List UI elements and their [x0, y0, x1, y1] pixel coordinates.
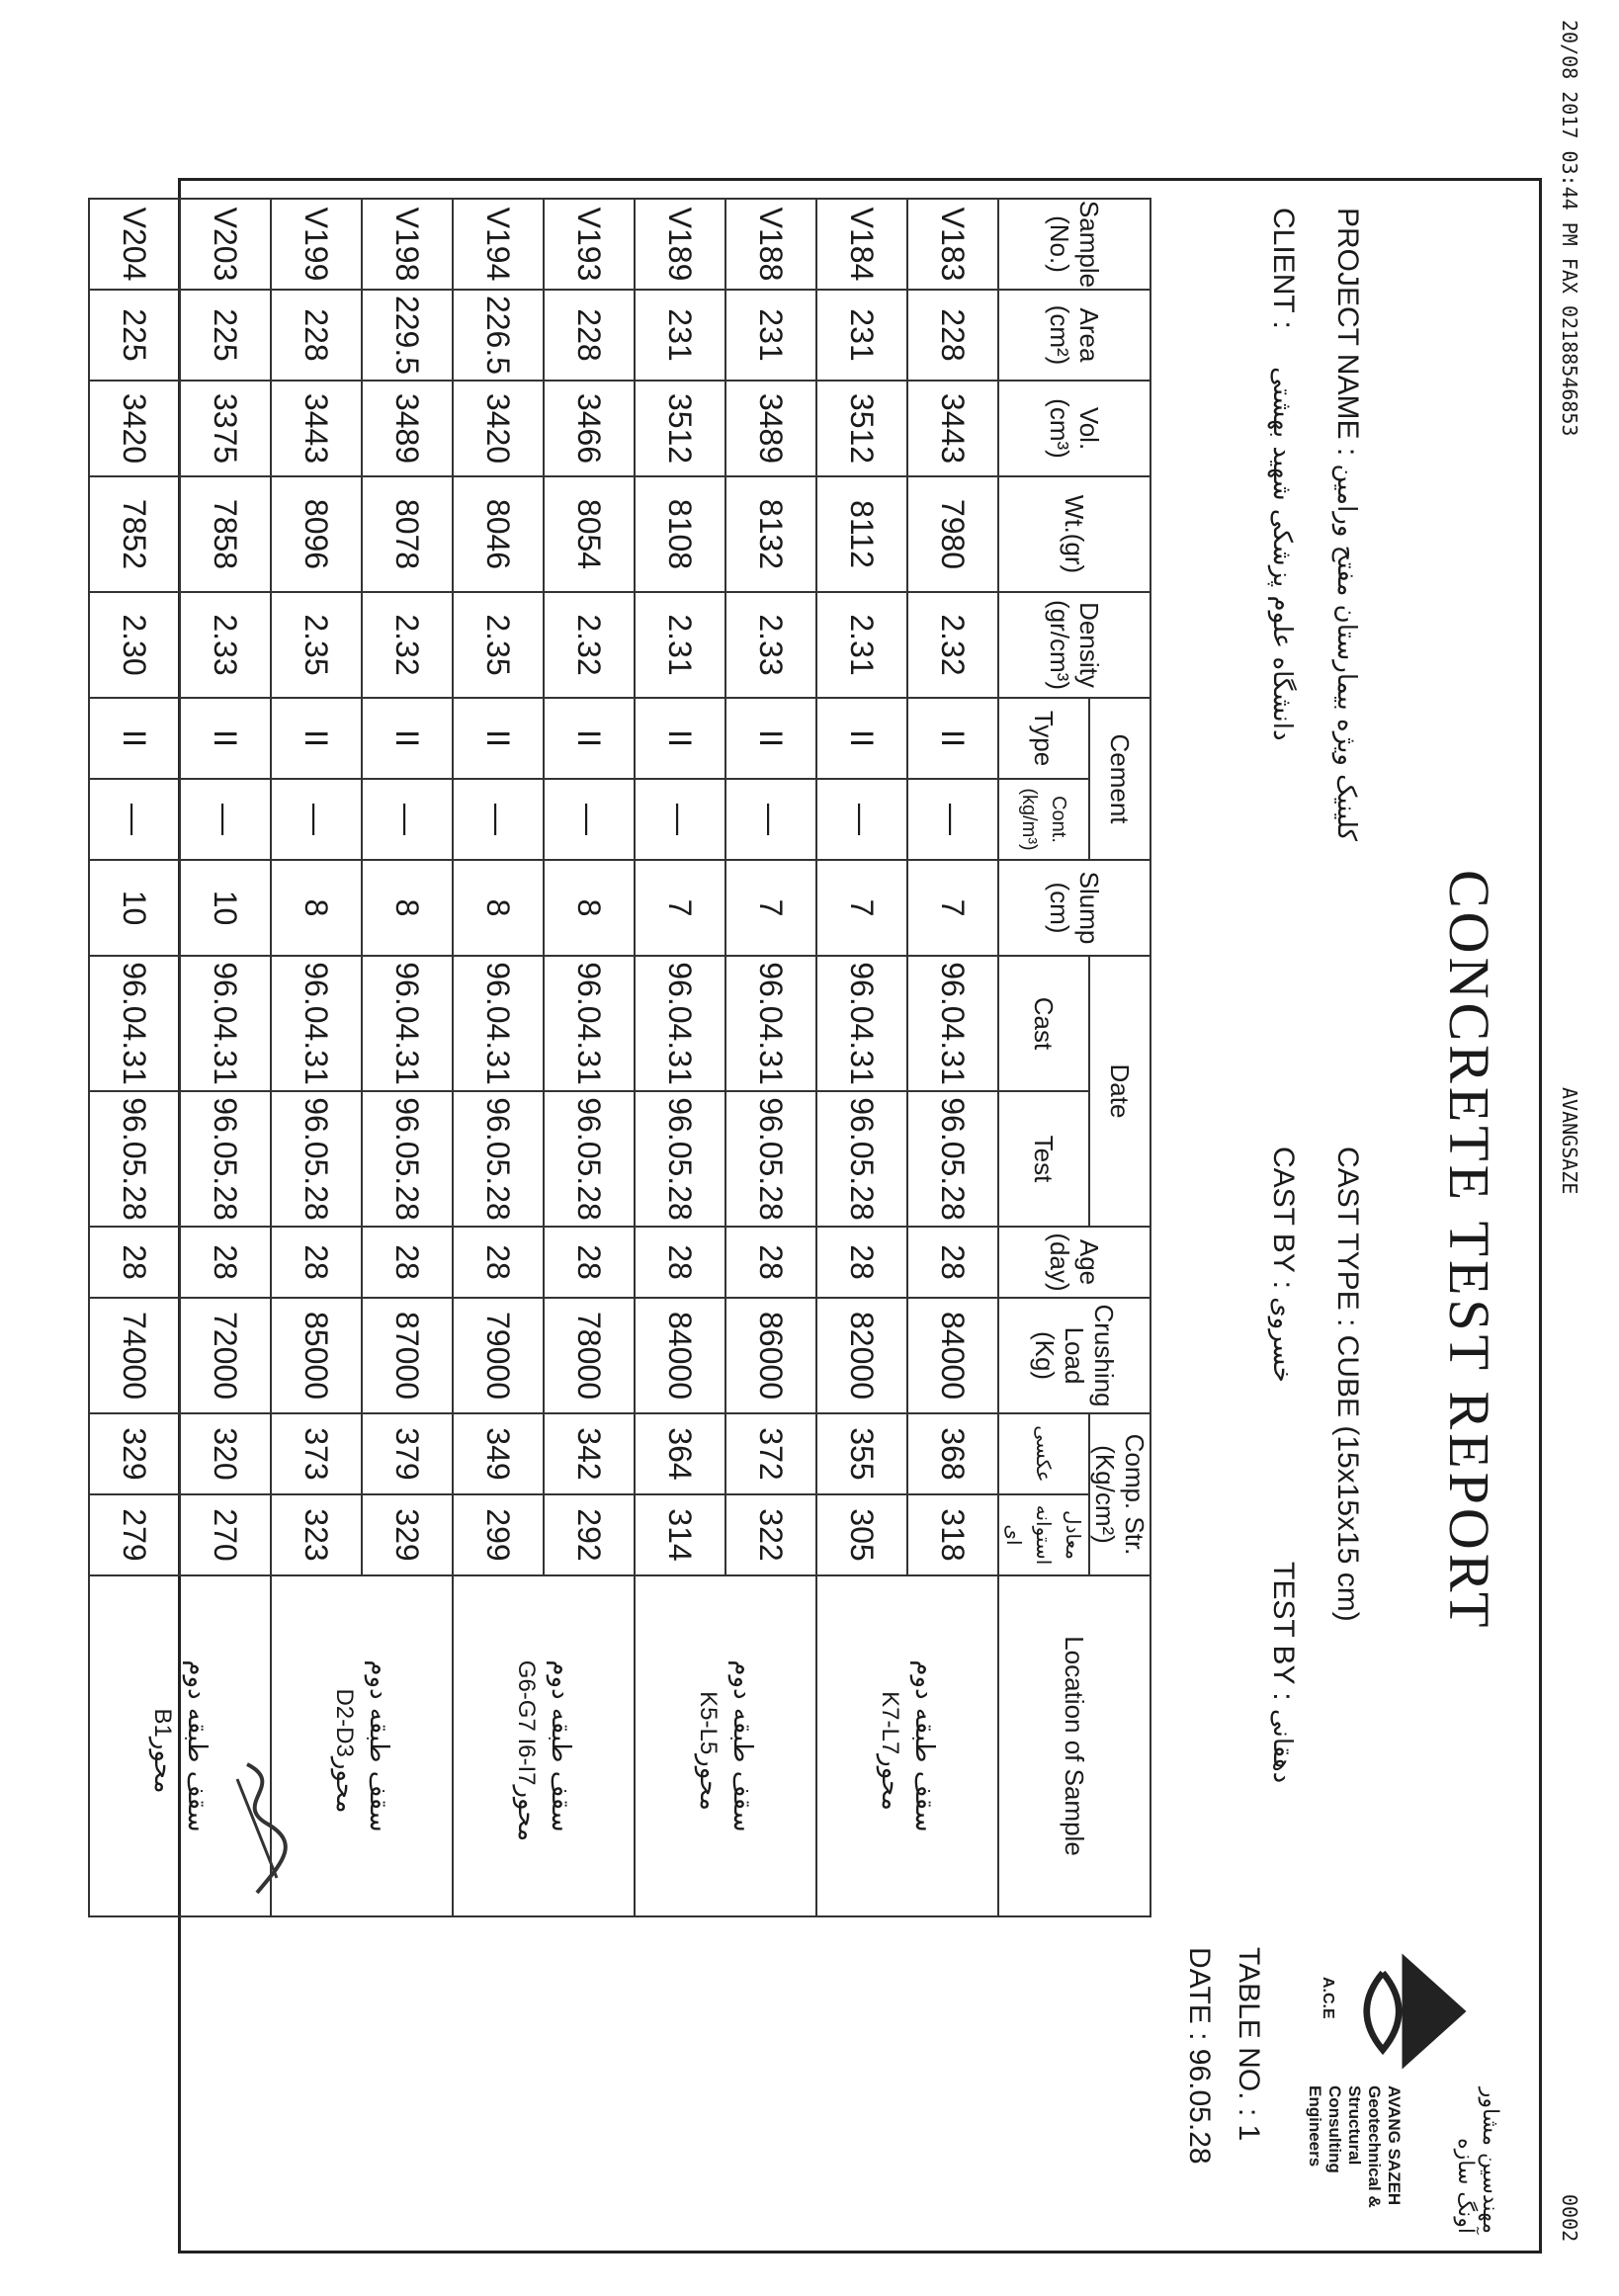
- cell-test: 96.05.28: [544, 1091, 635, 1227]
- location-axis-label: محور: [148, 1737, 179, 1794]
- cell-comp2: 270: [180, 1494, 271, 1575]
- col-comp-a: عکسی: [998, 1413, 1089, 1494]
- location-axis-label: محور: [876, 1754, 906, 1811]
- cell-area: 226.5: [453, 290, 544, 381]
- cell-cont: —: [453, 779, 544, 860]
- fax-center-label: AVANGSAZE: [1558, 1087, 1581, 1195]
- location-axis-label: محور: [512, 1785, 543, 1842]
- table-body: [89, 199, 998, 1916]
- cell-wt: 8108: [635, 476, 725, 592]
- cell-vol: 3375: [180, 381, 271, 476]
- cell-density: 2.30: [89, 592, 180, 698]
- cell-vol: 3512: [816, 381, 907, 476]
- cell-comp1: 379: [362, 1413, 453, 1494]
- cast-by: [1266, 1147, 1300, 1383]
- location-axis-label: محور: [694, 1754, 724, 1811]
- cast-by-label: CAST BY :: [1267, 1147, 1300, 1289]
- cell-comp1: 329: [89, 1413, 180, 1494]
- test-results-table: [88, 198, 1151, 1917]
- cell-density: 2.33: [180, 592, 271, 698]
- cell-type: II: [180, 698, 271, 779]
- signature-scribble-icon: [227, 1759, 297, 1898]
- cell-load: 74000: [89, 1298, 180, 1413]
- col-cement-cont: Cont. (kg/m³): [998, 779, 1089, 860]
- cell-comp1: 320: [180, 1413, 271, 1494]
- cell-wt: 8054: [544, 476, 635, 592]
- cell-cont: —: [180, 779, 271, 860]
- location-line1: سقف طبقه دوم: [727, 1659, 758, 1832]
- cell-test: 96.05.28: [907, 1091, 998, 1227]
- cell-vol: 3512: [635, 381, 725, 476]
- cell-load: 86000: [725, 1298, 816, 1413]
- cell-sample: V184: [816, 199, 907, 290]
- project-value: کلینیک ویژه بیمارستان مفتح ورامین: [1331, 464, 1361, 841]
- cell-age: 28: [635, 1227, 725, 1298]
- cell-slump: 8: [453, 860, 544, 956]
- cell-comp2: 322: [725, 1494, 816, 1575]
- cell-test: 96.05.28: [635, 1091, 725, 1227]
- cell-age: 28: [362, 1227, 453, 1298]
- cast-by-value: خسروی: [1267, 1297, 1297, 1383]
- company-logo-icon: [1344, 1947, 1473, 2076]
- cell-load: 85000: [271, 1298, 362, 1413]
- company-name-en-line3: Consulting Engineers: [1306, 2085, 1344, 2173]
- cell-comp1: 373: [271, 1413, 362, 1494]
- cell-cast: 96.04.31: [453, 956, 544, 1091]
- cell-sample: V188: [725, 199, 816, 290]
- cell-type: II: [907, 698, 998, 779]
- cell-sample: V193: [544, 199, 635, 290]
- col-crushing: Crushing Load (Kg): [998, 1298, 1150, 1413]
- cell-age: 28: [180, 1227, 271, 1298]
- cell-test: 96.05.28: [271, 1091, 362, 1227]
- cell-test: 96.05.28: [362, 1091, 453, 1227]
- cell-comp2: 299: [453, 1494, 544, 1575]
- cell-cast: 96.04.31: [362, 956, 453, 1091]
- cell-age: 28: [725, 1227, 816, 1298]
- cell-comp1: 368: [907, 1413, 998, 1494]
- company-name-en-line1: AVANG SAZEH: [1385, 2085, 1404, 2206]
- cell-area: 228: [271, 290, 362, 381]
- cast-type: [1330, 1147, 1364, 1622]
- cell-comp1: 355: [816, 1413, 907, 1494]
- cell-test: 96.05.28: [725, 1091, 816, 1227]
- location-line1: سقف طبقه دوم: [182, 1659, 213, 1832]
- cell-area: 228: [907, 290, 998, 381]
- cell-type: II: [544, 698, 635, 779]
- cell-comp2: 314: [635, 1494, 725, 1575]
- cell-location: [271, 1575, 453, 1916]
- location-axis-value: D2-D3: [331, 1688, 359, 1757]
- location-axis-value: G6-G7 I6-I7: [513, 1659, 541, 1786]
- col-date-cast: Cast: [998, 956, 1089, 1091]
- cast-type-label: CAST TYPE :: [1331, 1147, 1364, 1327]
- client-label: CLIENT :: [1267, 208, 1300, 329]
- cell-density: 2.31: [816, 592, 907, 698]
- cell-density: 2.32: [362, 592, 453, 698]
- date-value: 96.05.28: [1183, 2048, 1216, 2165]
- col-vol: Vol. (cm³): [998, 381, 1150, 476]
- cell-wt: 8132: [725, 476, 816, 592]
- cell-cont: —: [907, 779, 998, 860]
- location-line1: سقف طبقه دوم: [546, 1659, 576, 1832]
- col-comp-b: معادل استوانه ای: [998, 1494, 1089, 1575]
- col-age: Age (day): [998, 1227, 1150, 1298]
- cell-vol: 3443: [907, 381, 998, 476]
- cell-vol: 3420: [453, 381, 544, 476]
- company-name-fa: مهندسین مشاور آونگ سازه: [1453, 2086, 1502, 2234]
- cell-sample: V189: [635, 199, 725, 290]
- cell-age: 28: [907, 1227, 998, 1298]
- cell-type: II: [362, 698, 453, 779]
- table-no: [1232, 1947, 1265, 2141]
- cell-area: 225: [180, 290, 271, 381]
- test-by-label: TEST BY :: [1267, 1562, 1300, 1701]
- report-title: CONCRETE TEST REPORT: [1437, 870, 1501, 1632]
- cell-cast: 96.04.31: [725, 956, 816, 1091]
- cell-type: II: [725, 698, 816, 779]
- cell-load: 84000: [907, 1298, 998, 1413]
- cell-density: 2.32: [544, 592, 635, 698]
- cell-type: II: [453, 698, 544, 779]
- cell-wt: 7980: [907, 476, 998, 592]
- col-sample: Sample (No.): [998, 199, 1150, 290]
- fax-page-number: 0002: [1558, 2194, 1581, 2243]
- location-line1: سقف طبقه دوم: [909, 1659, 940, 1832]
- cell-density: 2.32: [907, 592, 998, 698]
- cell-slump: 7: [907, 860, 998, 956]
- cell-density: 2.33: [725, 592, 816, 698]
- table-row: [907, 199, 998, 1916]
- cell-cast: 96.04.31: [180, 956, 271, 1091]
- col-location: Location of Sample: [998, 1575, 1150, 1916]
- cell-wt: 8078: [362, 476, 453, 592]
- project-label: PROJECT NAME :: [1331, 208, 1364, 457]
- cell-age: 28: [271, 1227, 362, 1298]
- location-axis-value: K5-L5: [695, 1691, 723, 1755]
- cell-comp2: 305: [816, 1494, 907, 1575]
- cell-location: [816, 1575, 998, 1916]
- location-axis-label: محور: [330, 1756, 361, 1814]
- cell-age: 28: [816, 1227, 907, 1298]
- cell-sample: V199: [271, 199, 362, 290]
- cell-wt: 8046: [453, 476, 544, 592]
- cell-vol: 3466: [544, 381, 635, 476]
- cell-vol: 3489: [362, 381, 453, 476]
- cell-sample: V198: [362, 199, 453, 290]
- cell-load: 72000: [180, 1298, 271, 1413]
- cell-area: 231: [635, 290, 725, 381]
- cell-test: 96.05.28: [180, 1091, 271, 1227]
- cell-cast: 96.04.31: [89, 956, 180, 1091]
- client: [1266, 208, 1300, 741]
- cell-location: [453, 1575, 635, 1916]
- cell-area: 229.5: [362, 290, 453, 381]
- cell-comp1: 342: [544, 1413, 635, 1494]
- location-axis-value: B1: [149, 1708, 177, 1738]
- cell-test: 96.05.28: [816, 1091, 907, 1227]
- cell-comp1: 364: [635, 1413, 725, 1494]
- table-row: [362, 199, 453, 1916]
- fax-header-line: 20/08 2017 03:44 PM FAX 02188546853: [1558, 20, 1581, 437]
- cell-vol: 3420: [89, 381, 180, 476]
- client-value: دانشگاه علوم پزشکی شهید بهشتی: [1267, 367, 1297, 741]
- cell-type: II: [816, 698, 907, 779]
- col-cement-type: Type: [998, 698, 1089, 779]
- cell-load: 79000: [453, 1298, 544, 1413]
- cell-cont: —: [635, 779, 725, 860]
- cell-comp2: 329: [362, 1494, 453, 1575]
- cell-age: 28: [544, 1227, 635, 1298]
- cell-area: 225: [89, 290, 180, 381]
- cell-type: II: [271, 698, 362, 779]
- cell-sample: V204: [89, 199, 180, 290]
- col-density: Density (gr/cm³): [998, 592, 1150, 698]
- cell-comp2: 292: [544, 1494, 635, 1575]
- table-no-value: 1: [1233, 2124, 1265, 2142]
- cell-wt: 8096: [271, 476, 362, 592]
- cell-slump: 8: [544, 860, 635, 956]
- cell-comp1: 349: [453, 1413, 544, 1494]
- location-axis-value: K7-L7: [877, 1691, 904, 1755]
- table-row: [180, 199, 271, 1916]
- cell-cont: —: [271, 779, 362, 860]
- cell-location: [635, 1575, 816, 1916]
- cell-vol: 3489: [725, 381, 816, 476]
- cell-cont: —: [89, 779, 180, 860]
- cell-load: 82000: [816, 1298, 907, 1413]
- project-name: [1330, 208, 1364, 841]
- test-by-value: دهقانی: [1267, 1708, 1297, 1784]
- col-slump: Slump (cm): [998, 860, 1150, 956]
- cell-cont: —: [725, 779, 816, 860]
- cell-type: II: [635, 698, 725, 779]
- cell-slump: 8: [362, 860, 453, 956]
- location-line1: سقف طبقه دوم: [364, 1659, 394, 1832]
- cell-test: 96.05.28: [453, 1091, 544, 1227]
- cell-area: 231: [816, 290, 907, 381]
- test-by: [1266, 1562, 1300, 1783]
- col-comp: Comp. Str. (Kg/cm²): [1089, 1413, 1150, 1575]
- cell-sample: V194: [453, 199, 544, 290]
- cell-test: 96.05.28: [89, 1091, 180, 1227]
- company-abbr: A.C.E: [1320, 1977, 1336, 2019]
- cell-age: 28: [453, 1227, 544, 1298]
- cell-density: 2.31: [635, 592, 725, 698]
- cell-type: II: [89, 698, 180, 779]
- cell-cont: —: [362, 779, 453, 860]
- cell-area: 231: [725, 290, 816, 381]
- cell-slump: 7: [635, 860, 725, 956]
- cell-cont: —: [816, 779, 907, 860]
- cell-cont: —: [544, 779, 635, 860]
- cell-cast: 96.04.31: [816, 956, 907, 1091]
- col-cement: Cement: [1089, 698, 1150, 860]
- cell-sample: V183: [907, 199, 998, 290]
- cell-cast: 96.04.31: [907, 956, 998, 1091]
- cell-slump: 7: [725, 860, 816, 956]
- date-label: DATE :: [1183, 1947, 1216, 2041]
- cell-sample: V203: [180, 199, 271, 290]
- cell-cast: 96.04.31: [544, 956, 635, 1091]
- col-area: Area (cm²): [998, 290, 1150, 381]
- table-no-label: TABLE NO. :: [1233, 1947, 1265, 2117]
- col-wt: Wt.(gr): [998, 476, 1150, 592]
- cell-load: 84000: [635, 1298, 725, 1413]
- cast-type-value: CUBE (15x15x15 cm): [1331, 1334, 1364, 1622]
- cell-density: 2.35: [453, 592, 544, 698]
- cell-wt: 7852: [89, 476, 180, 592]
- cell-wt: 7858: [180, 476, 271, 592]
- company-name-en: [1305, 2085, 1404, 2244]
- table-header-row: [1089, 199, 1150, 1916]
- col-date: Date: [1089, 956, 1150, 1227]
- cell-comp2: 318: [907, 1494, 998, 1575]
- cell-area: 228: [544, 290, 635, 381]
- cell-slump: 10: [180, 860, 271, 956]
- cell-comp2: 279: [89, 1494, 180, 1575]
- cell-slump: 8: [271, 860, 362, 956]
- table-row: [544, 199, 635, 1916]
- company-logo-block: [1245, 1947, 1512, 2234]
- cell-comp1: 372: [725, 1413, 816, 1494]
- col-date-test: Test: [998, 1091, 1089, 1227]
- table-row: [725, 199, 816, 1916]
- report-date: [1182, 1947, 1216, 2165]
- company-name-en-line2: Geotechnical & Structural: [1345, 2085, 1384, 2208]
- cell-slump: 10: [89, 860, 180, 956]
- cell-load: 78000: [544, 1298, 635, 1413]
- cell-vol: 3443: [271, 381, 362, 476]
- cell-cast: 96.04.31: [635, 956, 725, 1091]
- cell-wt: 8112: [816, 476, 907, 592]
- cell-slump: 7: [816, 860, 907, 956]
- cell-density: 2.35: [271, 592, 362, 698]
- cell-age: 28: [89, 1227, 180, 1298]
- cell-load: 87000: [362, 1298, 453, 1413]
- report-sheet: [117, 178, 1542, 2253]
- cell-cast: 96.04.31: [271, 956, 362, 1091]
- cell-comp2: 323: [271, 1494, 362, 1575]
